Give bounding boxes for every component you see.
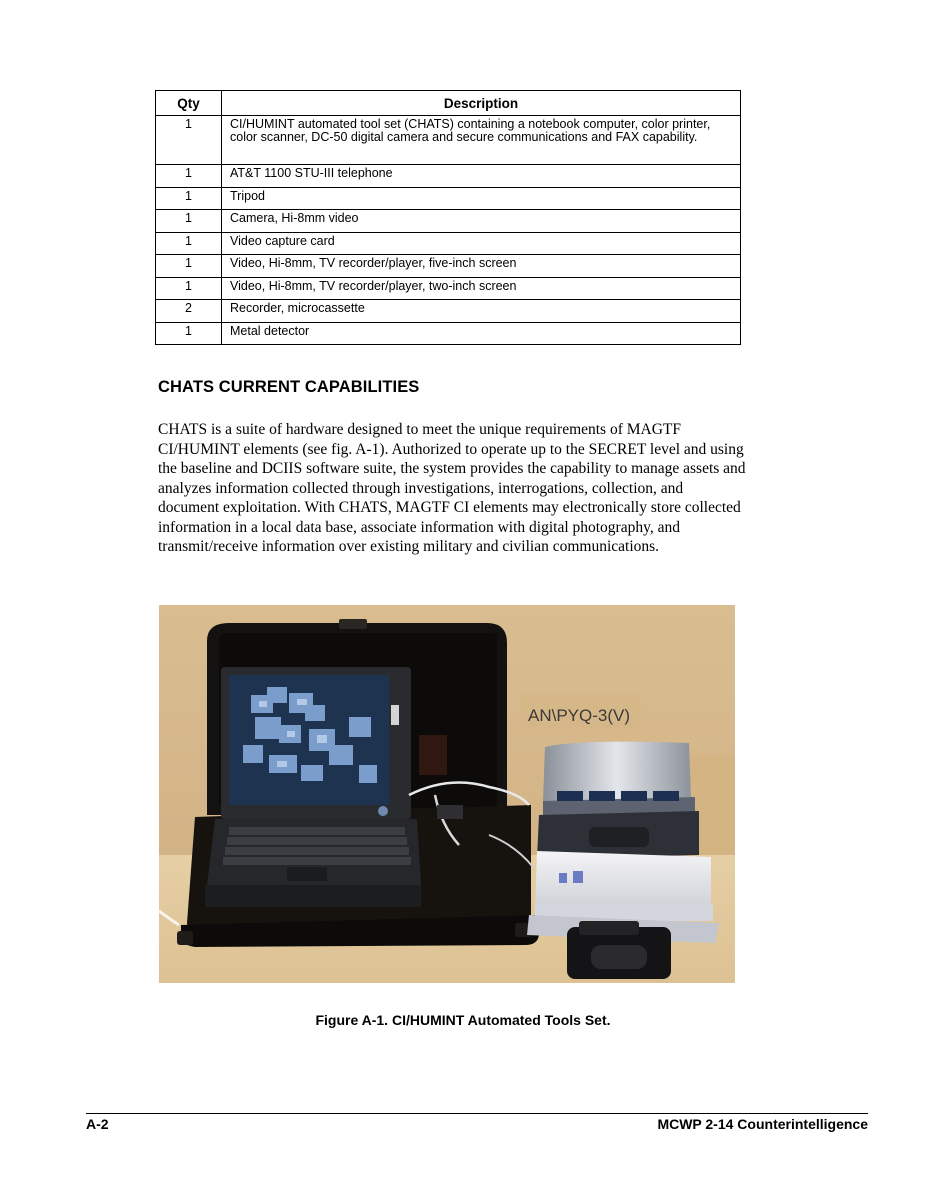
description-cell: Video capture card bbox=[222, 232, 741, 255]
label-card bbox=[521, 695, 641, 729]
page-number: A-2 bbox=[86, 1116, 109, 1132]
description-cell: Tripod bbox=[222, 187, 741, 210]
table-row bbox=[156, 255, 741, 278]
table-row bbox=[156, 322, 741, 345]
publication-title: MCWP 2-14 Counterintelligence bbox=[657, 1116, 868, 1132]
qty-cell: 1 bbox=[156, 116, 222, 165]
qty-cell: 1 bbox=[156, 165, 222, 188]
table-row bbox=[156, 300, 741, 323]
qty-column-header: Qty bbox=[156, 91, 222, 116]
digital-camera bbox=[567, 921, 671, 979]
section-body-paragraph: CHATS is a suite of hardware designed to meet the unique requirements of MAGTF CI/HUMINT elements (see fig. A-1). Authorized to operate up to the SECRET level and using the baseline and DCIIS software suite, the system provides the capability to manage assets and analyzes information collected through investigations, interrogations, collection, and document exploitation. With CHATS, MAGTF CI elements may electronically store collected information in a local data base, associate information with digital photography, and transmit/receive information over existing military and civilian communications. bbox=[158, 421, 746, 555]
description-cell: Video, Hi-8mm, TV recorder/player, two-inch screen bbox=[222, 277, 741, 300]
chats-equipment-photo bbox=[159, 605, 735, 983]
description-column-header: Description bbox=[222, 91, 741, 116]
description-cell: Metal detector bbox=[222, 322, 741, 345]
qty-cell: 1 bbox=[156, 187, 222, 210]
qty-cell: 1 bbox=[156, 277, 222, 300]
table-row bbox=[156, 116, 741, 165]
table-header-row bbox=[156, 91, 741, 116]
description-cell: Recorder, microcassette bbox=[222, 300, 741, 323]
equipment-table bbox=[155, 90, 741, 345]
table-row bbox=[156, 165, 741, 188]
table-row bbox=[156, 277, 741, 300]
qty-cell: 1 bbox=[156, 210, 222, 233]
description-cell: CI/HUMINT automated tool set (CHATS) containing a notebook computer, color printer, color scanner, DC-50 digital camera and secure communications and FAX capability. bbox=[222, 116, 741, 165]
figure-caption: Figure A-1. CI/HUMINT Automated Tools Set. bbox=[315, 1012, 611, 1028]
color-scanner bbox=[537, 742, 699, 859]
table-row bbox=[156, 210, 741, 233]
qty-cell: 1 bbox=[156, 232, 222, 255]
qty-cell: 2 bbox=[156, 300, 222, 323]
notebook-computer bbox=[205, 667, 421, 907]
description-cell: AT&T 1100 STU-III telephone bbox=[222, 165, 741, 188]
photo-label: AN\PYQ-3(V) bbox=[528, 706, 631, 725]
description-cell: Camera, Hi-8mm video bbox=[222, 210, 741, 233]
section-heading: CHATS CURRENT CAPABILITIES bbox=[158, 378, 420, 396]
table-row bbox=[156, 232, 741, 255]
qty-cell: 1 bbox=[156, 255, 222, 278]
footer-rule bbox=[86, 1113, 868, 1114]
description-cell: Video, Hi-8mm, TV recorder/player, five-inch screen bbox=[222, 255, 741, 278]
table-row bbox=[156, 187, 741, 210]
qty-cell: 1 bbox=[156, 322, 222, 345]
